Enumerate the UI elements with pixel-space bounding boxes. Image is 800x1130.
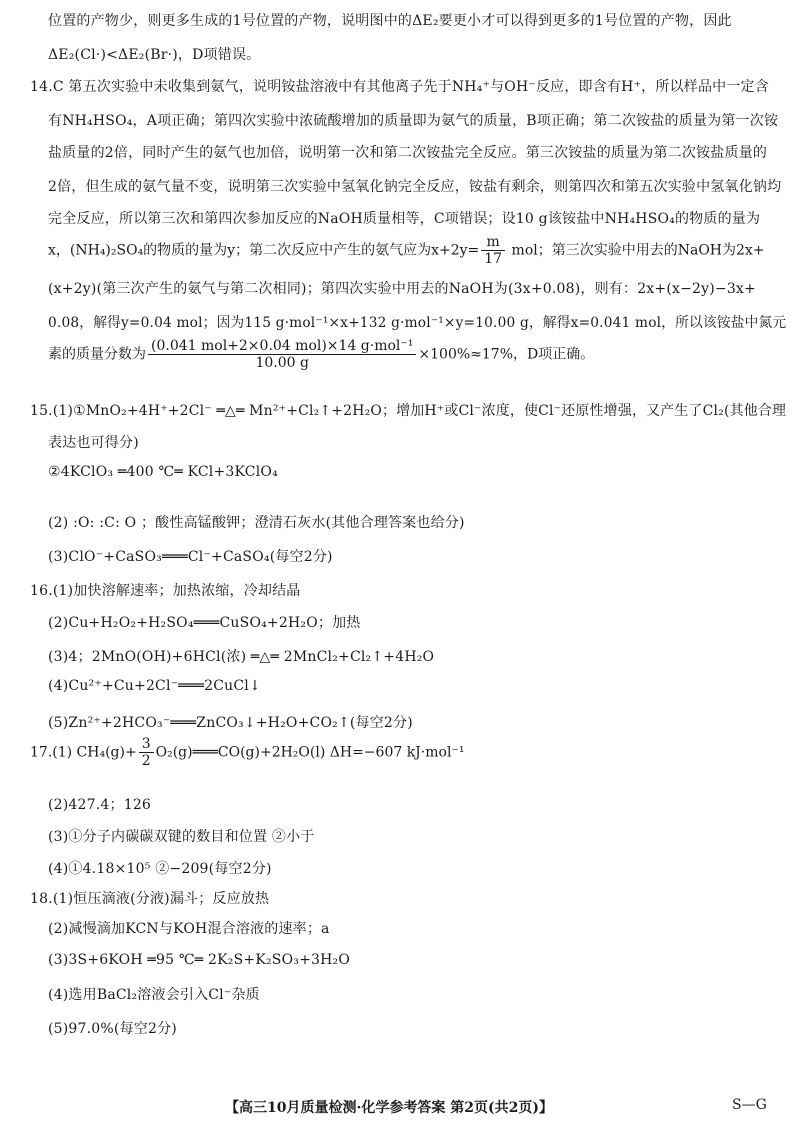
text-line: (2)427.4；126 xyxy=(48,797,152,813)
text-line: (x+2y)(第三次产生的氨气与第二次相同)；第四次实验中用去的NaOH为(3x+0.08)，则有：2x+(x−2y)−3x+ xyxy=(48,281,756,297)
text-line: 2倍，但生成的氨气量不变，说明第三次实验中氢氧化钠完全反应，铵盐有剩余，则第四次和第五次实验中氢氧化钠均 xyxy=(48,179,782,195)
formula-text: 素的质量分数为 xyxy=(48,346,146,363)
text-line: 有NH₄HSO₄，A项正确；第四次实验中浓硫酸增加的质量即为氨气的质量，B项正确；第二次铵盐的质量为第一次铵 xyxy=(48,113,779,129)
page-footer: 【高三10月质量检测·化学参考答案 第2页(共2页)】 xyxy=(225,1100,553,1116)
text-line: (5)Zn²⁺+2HCO₃⁻═══ZnCO₃↓+H₂O+CO₂↑(每空2分) xyxy=(48,715,413,731)
text-line: 0.08，解得y=0.04 mol；因为115 g·mol⁻¹×x+132 g·mol⁻¹×y=10.00 g，解得x=0.041 mol，所以该铵盐中氮元 xyxy=(48,315,787,331)
denominator: 10.00 g xyxy=(255,355,309,371)
text-line: (2)减慢滴加KCN与KOH混合溶液的速率；a xyxy=(48,921,330,937)
text-line: (4)选用BaCl₂溶液会引入Cl⁻杂质 xyxy=(48,987,260,1003)
formula-line xyxy=(30,736,464,769)
formula-text: ×100%≈17%，D项正确。 xyxy=(418,346,595,363)
text-line: 表达也可得分) xyxy=(48,435,139,451)
text-line: (4)Cu²⁺+Cu+2Cl⁻═══2CuCl↓ xyxy=(48,678,261,694)
text-line: (2) :O: :C: O ；酸性高锰酸钾；澄清石灰水(其他合理答案也给分) xyxy=(48,515,465,531)
formula-line xyxy=(48,234,765,267)
text-line: 18.(1)恒压滴液(分液)漏斗；反应放热 xyxy=(30,891,270,907)
numerator: (0.041 mol+2×0.04 mol)×14 g·mol⁻¹ xyxy=(148,338,416,355)
formula-text: O₂(g)═══CO(g)+2H₂O(l) ΔH=−607 kJ·mol⁻¹ xyxy=(155,744,465,761)
text-line: (2)Cu+H₂O₂+H₂SO₄═══CuSO₄+2H₂O；加热 xyxy=(48,615,361,631)
text-line: (3)ClO⁻+CaSO₃═══Cl⁻+CaSO₄(每空2分) xyxy=(48,549,333,565)
denominator: 17 xyxy=(484,251,503,267)
denominator: 2 xyxy=(141,753,151,769)
text-line: ΔE₂(Cl·)<ΔE₂(Br·)，D项错误。 xyxy=(48,47,261,63)
fraction xyxy=(481,234,505,267)
page-code: S—G xyxy=(732,1097,767,1113)
formula-text: x，(NH₄)₂SO₄的物质的量为y；第二次反应中产生的氨气应为x+2y= xyxy=(48,242,480,259)
text-line: 15.(1)①MnO₂+4H⁺+2Cl⁻ ═△═ Mn²⁺+Cl₂↑+2H₂O；增加H⁺或Cl⁻浓度，使Cl⁻还原性增强，又产生了Cl₂(其他合理 xyxy=(30,403,787,419)
numerator: 3 xyxy=(139,736,154,753)
text-line: (3)3S+6KOH ═95 ℃═ 2K₂S+K₂SO₃+3H₂O xyxy=(48,952,351,968)
text-line: 完全反应，所以第三次和第四次参加反应的NaOH质量相等，C项错误；设10 g该铵盐中NH₄HSO₄的物质的量为 xyxy=(48,211,761,227)
numerator: m xyxy=(481,234,505,251)
fraction xyxy=(139,736,154,769)
text-line: (3)4；2MnO(OH)+6HCl(浓) ═△═ 2MnCl₂+Cl₂↑+4H₂O xyxy=(48,649,435,665)
text-line: (5)97.0%(每空2分) xyxy=(48,1021,177,1037)
text-line: 位置的产物少，则更多生成的1号位置的产物，说明图中的ΔE₂要更小才可以得到更多的1号位置的产物，因此 xyxy=(48,13,732,29)
text-line: ②4KClO₃ ═400 ℃═ KCl+3KClO₄ xyxy=(48,464,278,480)
text-line: 16.(1)加快溶解速率；加热浓缩，冷却结晶 xyxy=(30,583,301,599)
formula-line xyxy=(48,338,594,371)
fraction xyxy=(148,338,416,371)
text-line: 盐质量的2倍，同时产生的氨气也加倍，说明第一次和第二次铵盐完全反应。第三次铵盐的质量为第二次铵盐质量的 xyxy=(48,145,768,161)
text-line: (3)①分子内碳碳双键的数目和位置 ②小于 xyxy=(48,829,315,845)
formula-text: 17.(1) CH₄(g)+ xyxy=(30,744,137,761)
text-line: (4)①4.18×10⁵ ②−209(每空2分) xyxy=(48,861,272,877)
formula-text: mol；第三次实验中用去的NaOH为2x+ xyxy=(507,242,765,259)
text-line: 14.C 第五次实验中未收集到氨气，说明铵盐溶液中有其他离子先于NH₄⁺与OH⁻反应，即含有H⁺，所以样品中一定含 xyxy=(30,79,769,95)
